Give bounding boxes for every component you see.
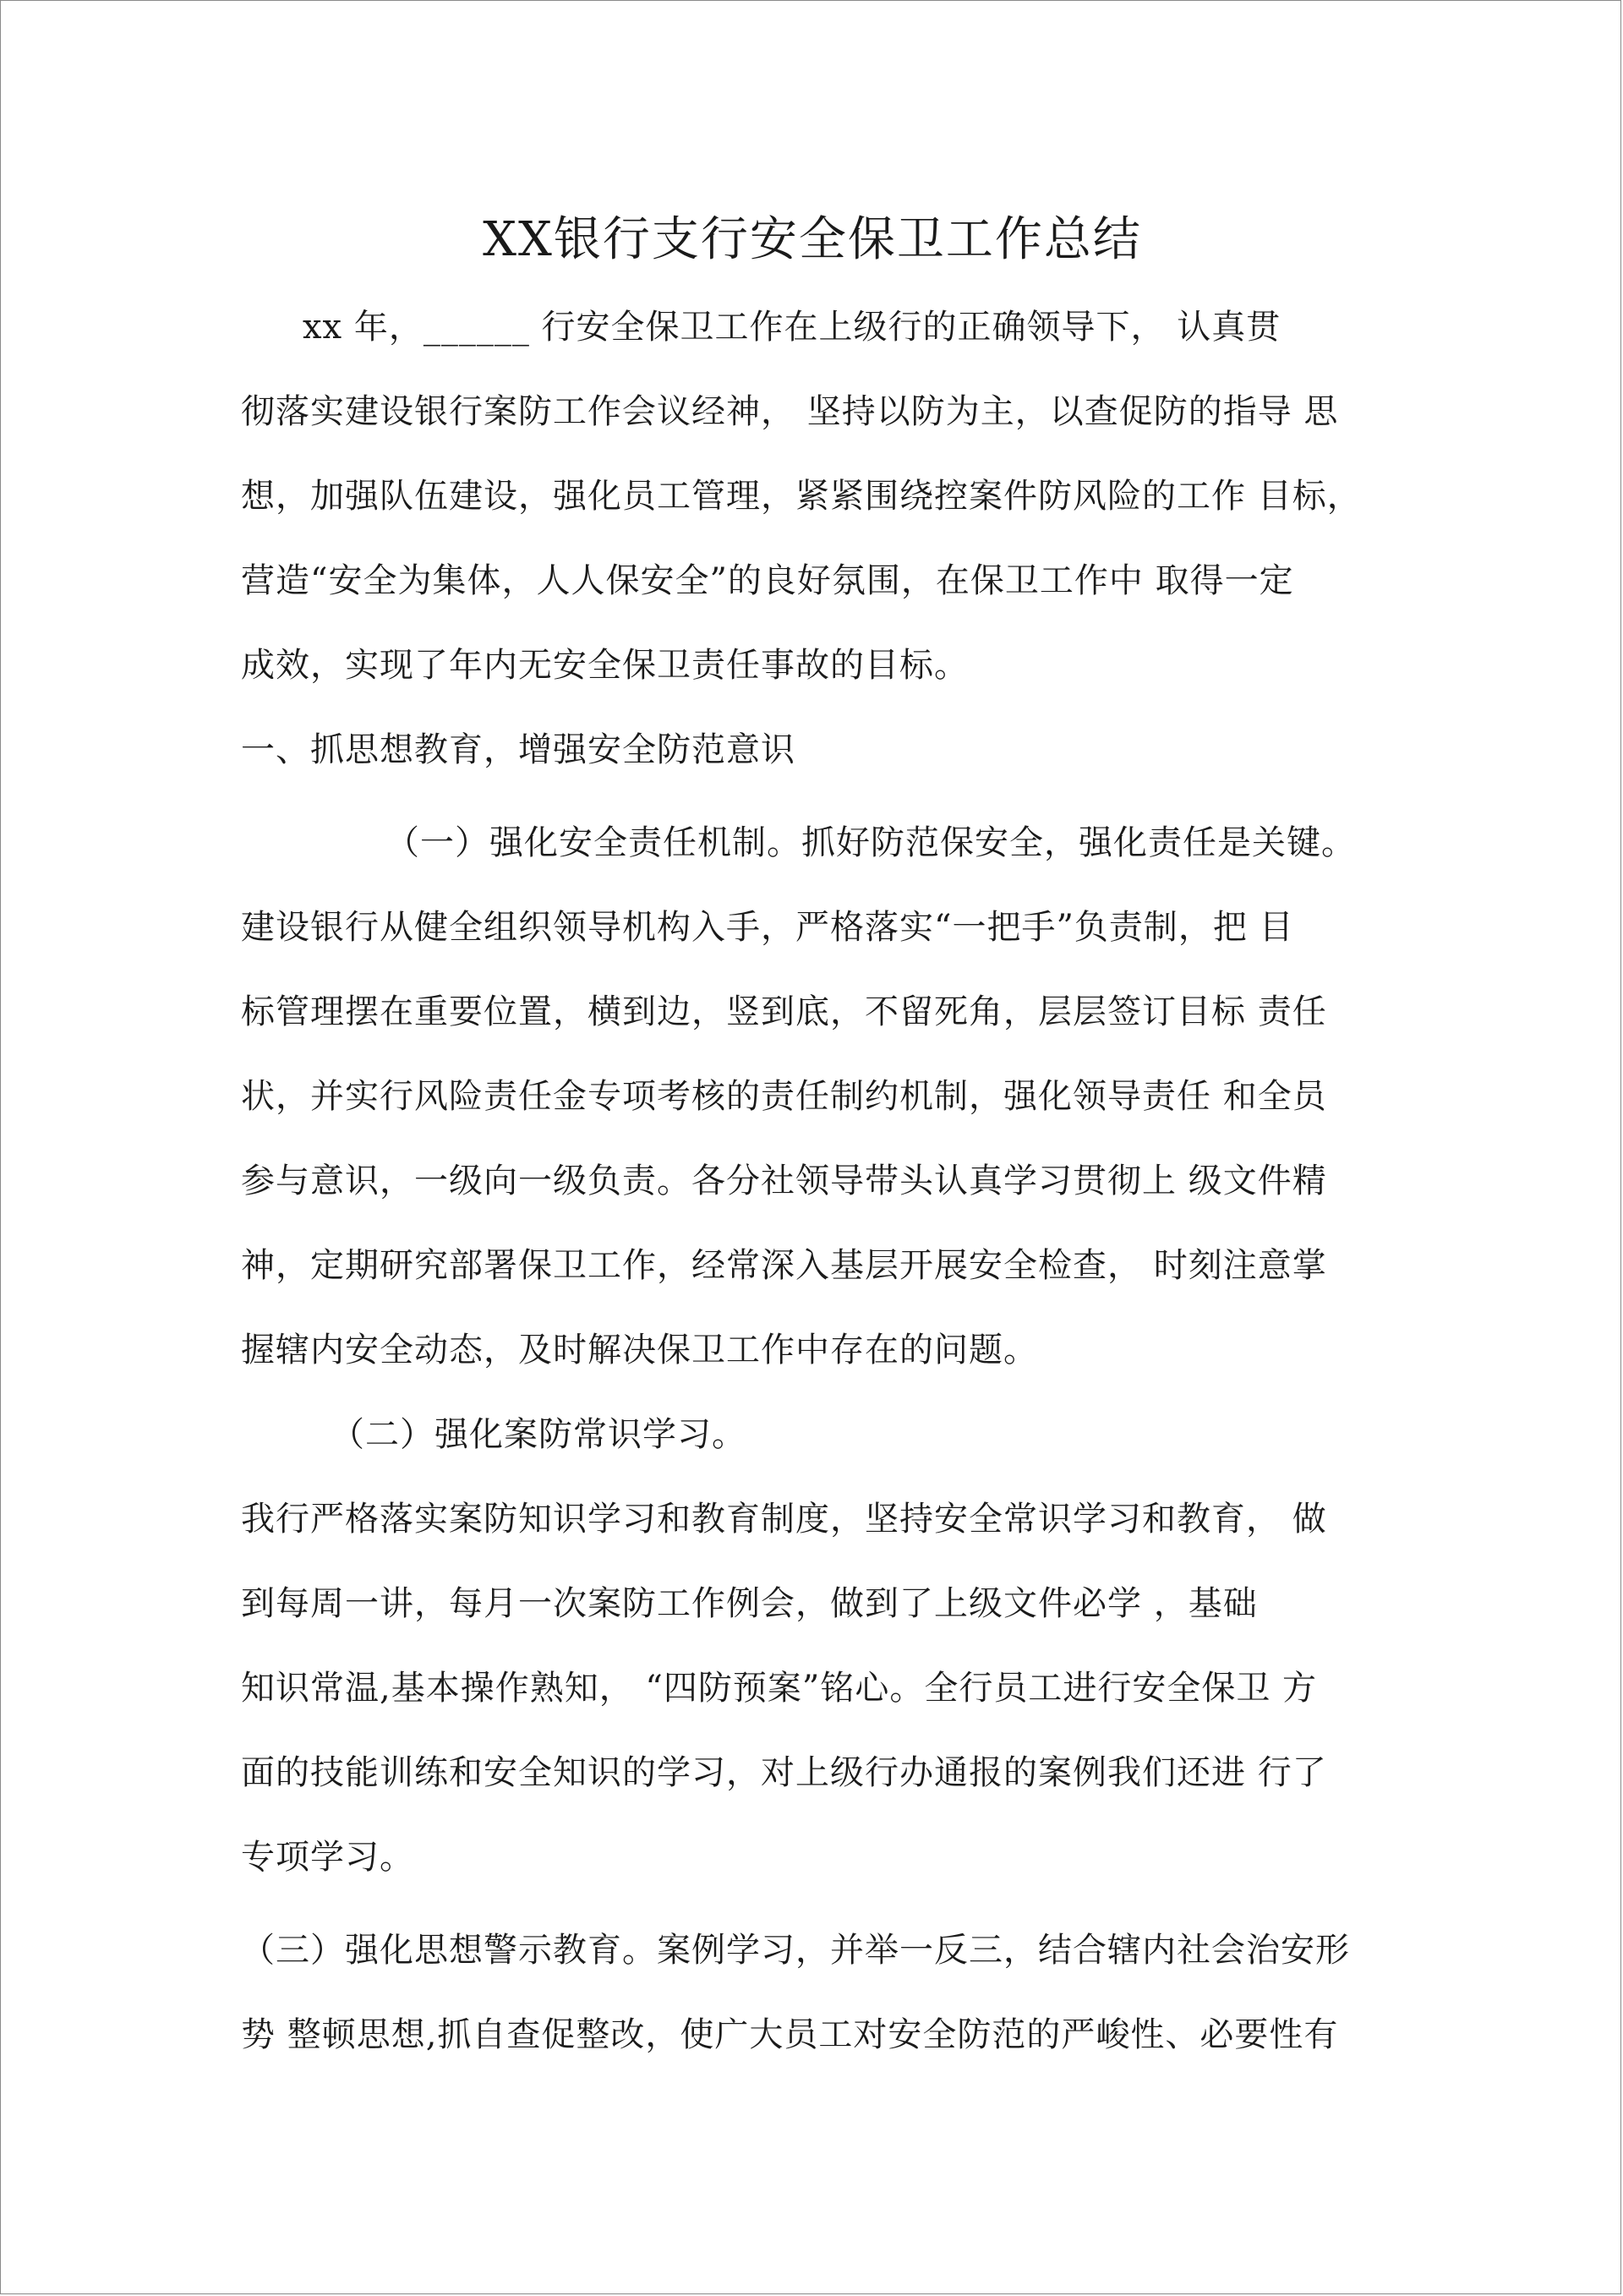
paragraph-line: 势 整顿思想,抓自查促整改，使广大员工对安全防范的严峻性、必要性有 <box>241 2015 1339 2054</box>
subsection-heading: （二）强化案防常识学习。 <box>331 1415 746 1454</box>
paragraph-line: 我行严格落实案防知识学习和教育制度，坚持安全常识学习和教育， 做 <box>241 1500 1327 1539</box>
paragraph-line: 面的技能训练和安全知识的学习，对上级行办通报的案例我们还进 行了 <box>241 1753 1327 1792</box>
paragraph-line: 状，并实行风险责任金专项考核的责任制约机制，强化领导责任 和全员 <box>241 1077 1327 1116</box>
section-heading: 一、抓思想教育，增强安全防范意识 <box>241 730 795 769</box>
paragraph-line: 参与意识，一级向一级负责。各分社领导带头认真学习贯彻上 级文件精 <box>241 1162 1327 1200</box>
subsection-heading: （一）强化安全责任机制。抓好防范保安全，强化责任是关键。 <box>385 823 1356 862</box>
paragraph-line: 到每周一讲，每月一次案防工作例会，做到了上级文件必学 ，基础 <box>241 1584 1258 1623</box>
paragraph-line: 握辖内安全动态，及时解决保卫工作中存在的问题。 <box>241 1331 1038 1369</box>
paragraph-line: 成效，实现了年内无安全保卫责任事故的目标。 <box>241 646 969 685</box>
paragraph-line: 神，定期研究部署保卫工作，经常深入基层开展安全检查， 时刻注意掌 <box>241 1246 1327 1285</box>
paragraph-line: 知识常温,基本操作熟知， “四防预案”铭心。全行员工进行安全保卫 方 <box>241 1669 1318 1708</box>
paragraph-line: xx 年，______ 行安全保卫工作在上级行的正确领导下， 认真贯 <box>303 308 1281 347</box>
paragraph-line: 建设银行从健全组织领导机构入手，严格落实“一把手”负责制，把 目 <box>241 908 1294 947</box>
paragraph-line: 专项学习。 <box>241 1838 414 1877</box>
subsection-heading: （三）强化思想警示教育。案例学习，并举一反三，结合辖内社会治安形 <box>241 1931 1350 1970</box>
paragraph-line: 标管理摆在重要位置，横到边，竖到底，不留死角，层层签订目标 责任 <box>241 992 1327 1031</box>
paragraph-line: 想，加强队伍建设，强化员工管理，紧紧围绕控案件防风险的工作 目标， <box>241 477 1362 516</box>
paragraph-line: 彻落实建设银行案防工作会议经神， 坚持以防为主，以查促防的指导 思 <box>241 392 1339 431</box>
paragraph-line: 营造“安全为集体，人人保安全”的良好氛围，在保卫工作中 取得一定 <box>241 561 1294 600</box>
document-title: XX银行支行安全保卫工作总结 <box>483 212 1142 267</box>
